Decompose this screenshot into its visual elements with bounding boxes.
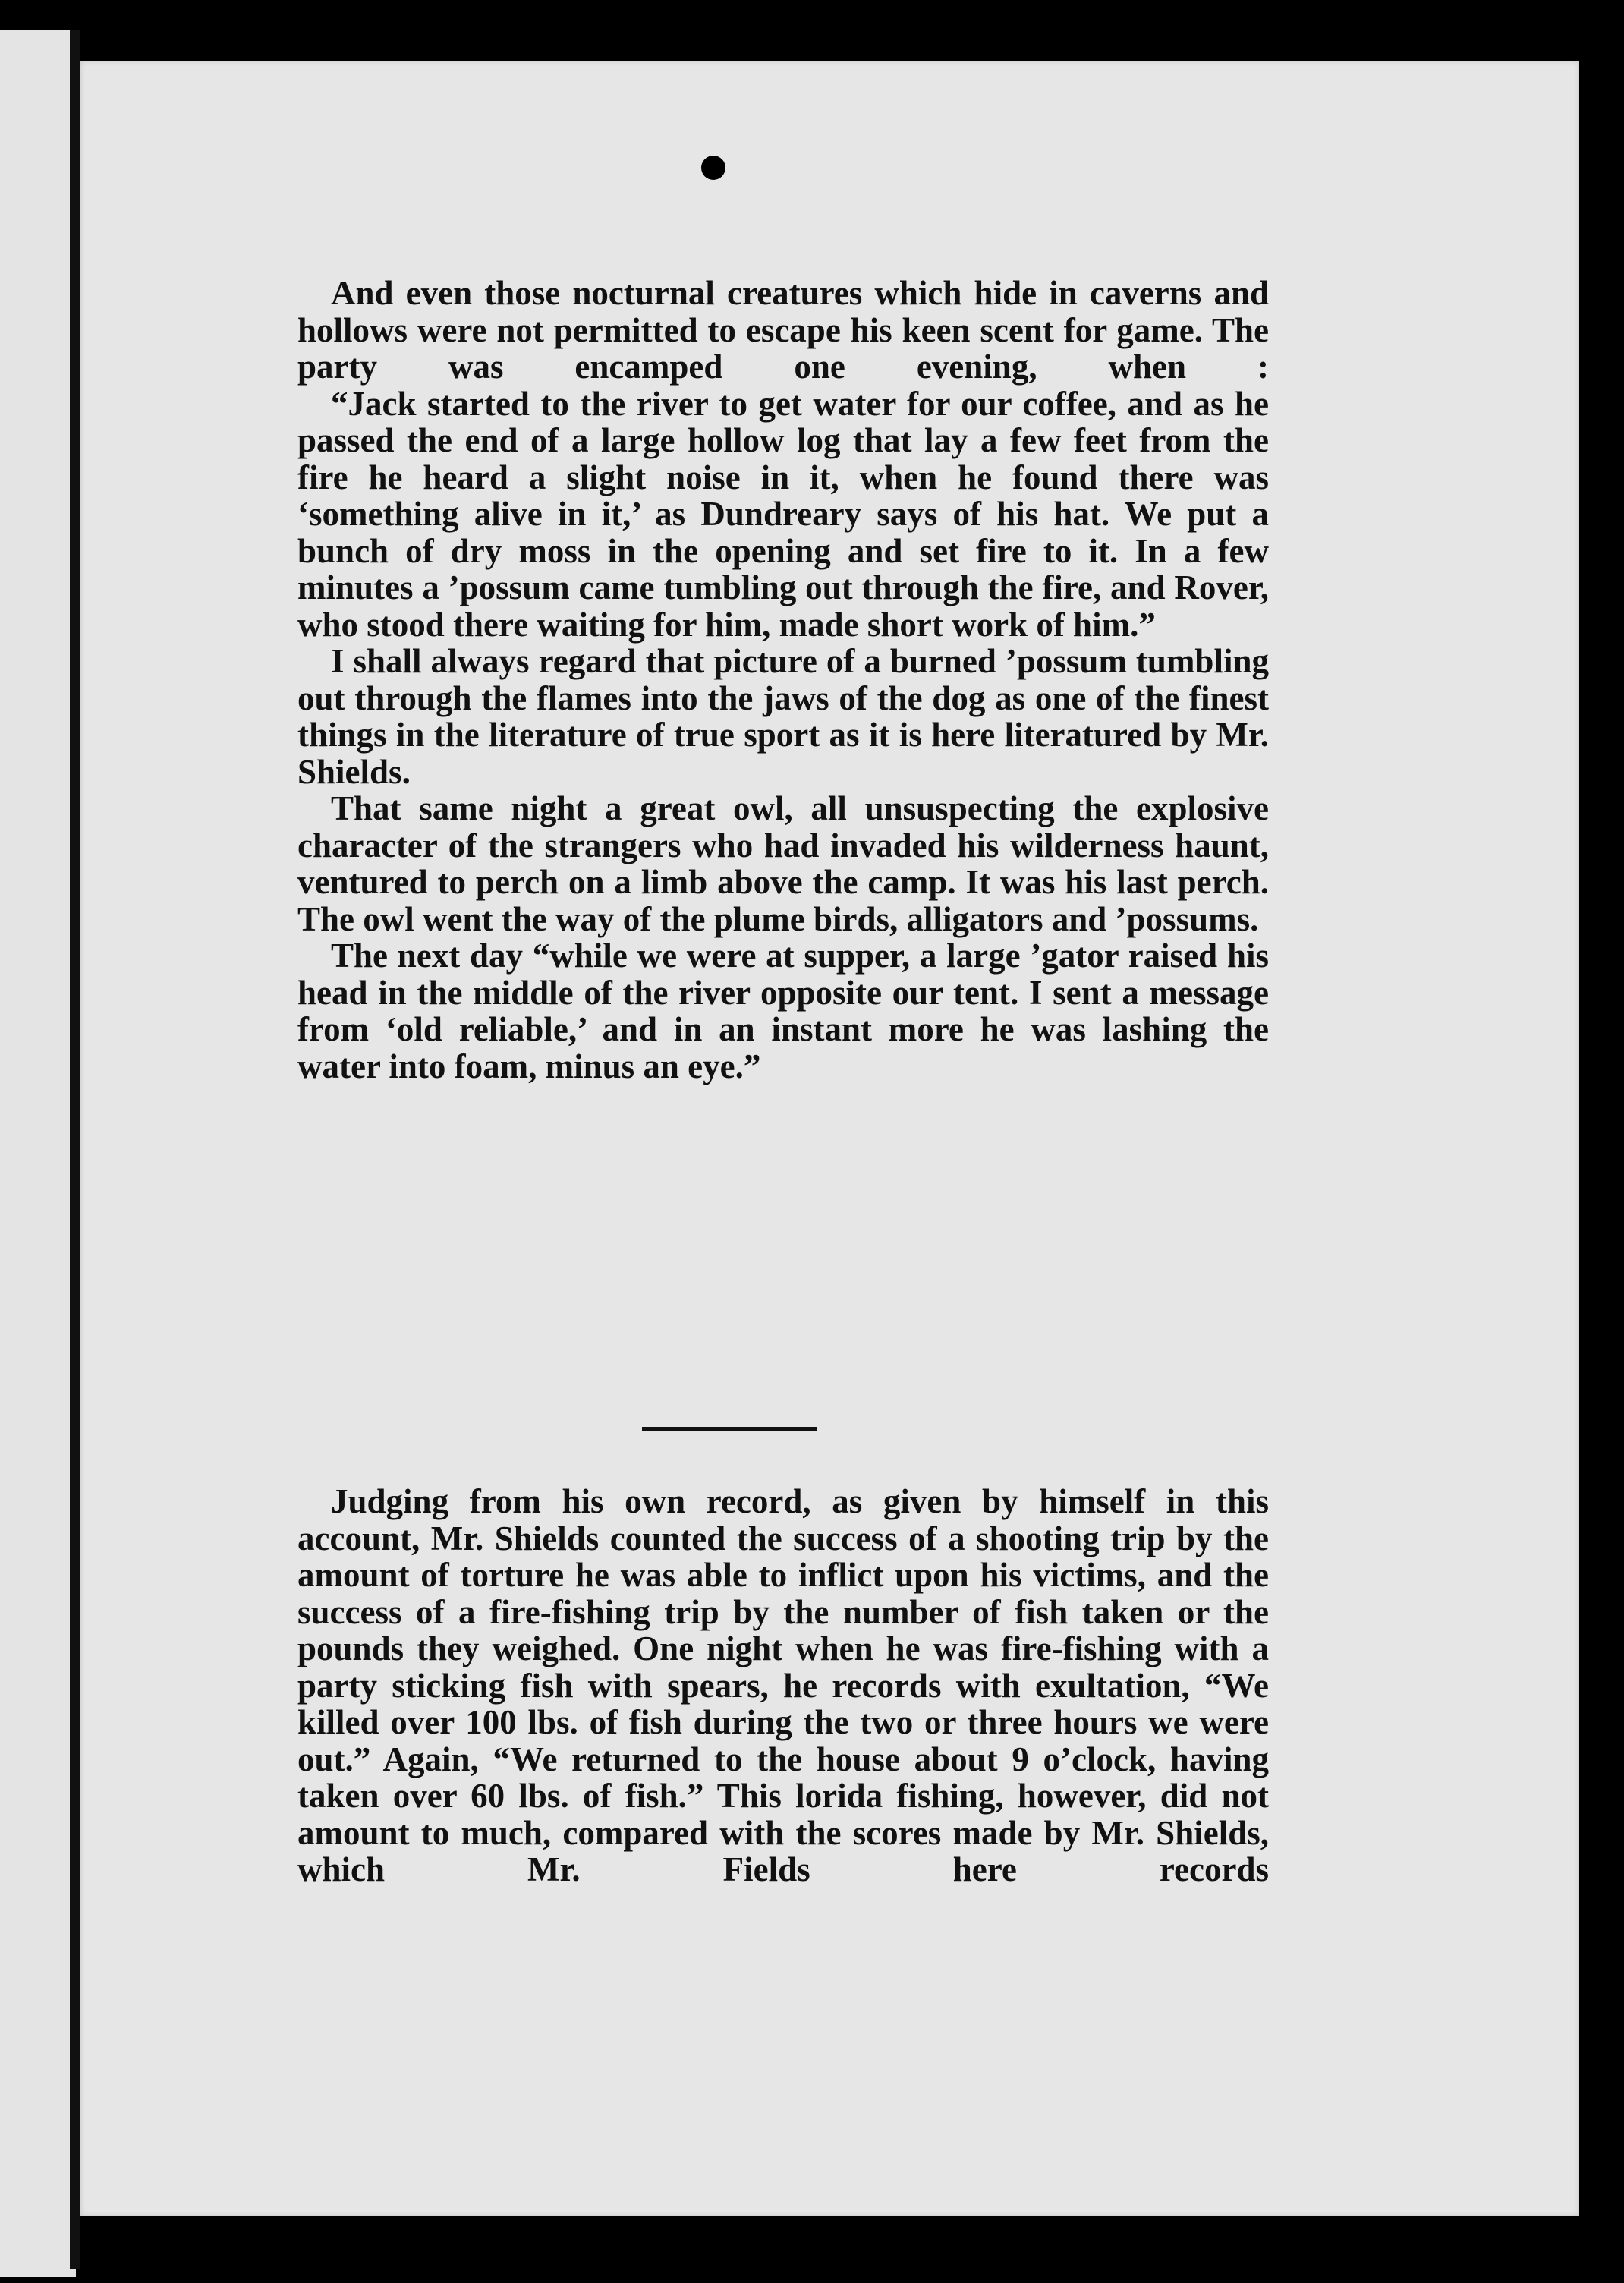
paragraph-great-owl: That same night a great owl, all unsuspecting the explosive character of the strangers who had invaded his wilderness haunt, ventured to perch on a limb above the camp. It was his last perch. The owl went the way of the plume birds, alligators and ’possums.	[297, 789, 1269, 938]
text-block-upper	[297, 275, 1269, 1085]
page-marker-dot	[701, 156, 725, 180]
paragraph-jack-quote: “Jack started to the river to get water for our coffee, and as he passed the end of a large hollow log that lay a few feet from the fire he heard a slight noise in it, when he found there was ‘something alive in it,’ as Dundreary says of his hat. We put a bunch of dry moss in the opening and set fire to it. In a few minutes a ’possum came tumbling out through the fire, and Rover, who stood there waiting for him, made short work of him.”	[297, 384, 1269, 644]
paragraph-gator: The next day “while we were at supper, a large ’gator raised his head in the middle of the river opposite our tent. I sent a message from ‘old reliable,’ and in an instant more he was lashing the water into foam, minus an eye.”	[297, 937, 1269, 1085]
book-gutter	[70, 30, 80, 2269]
book-page	[80, 61, 1579, 2216]
paragraph-judging-record: Judging from his own record, as given by himself in this account, Mr. Shields counted the success of a shooting trip by the amount of torture he was able to inflict upon his victims, and the success of a fire-fishing trip by the number of fish taken or the pounds they weighed. One night when he was fire-fishing with a party sticking fish with spears, he records with exultation, “We killed over 100 lbs. of fish during the two or three hours we were out.” Again, “We returned to the house about 9 o’clock, having taken over 60 lbs. of fish.” This lorida fishing, however, did not amount to much, compared with the scores made by Mr. Shields, which Mr. Fields here records	[297, 1482, 1269, 1888]
text-block-lower	[297, 1483, 1269, 1888]
section-separator-rule	[642, 1427, 817, 1431]
paragraph-burned-possum: I shall always regard that picture of a burned ’possum tumbling out through the flames into the jaws of the dog as one of the finest things in the literature of true sport as it is here literatured by Mr. Shields.	[297, 642, 1269, 791]
facing-page-edge	[0, 30, 76, 2277]
paragraph-nocturnal-creatures: And even those nocturnal creatures which hide in caverns and hollows were not permitted to escape his keen scent for game. The party was encamped one evening, when :	[297, 274, 1269, 386]
